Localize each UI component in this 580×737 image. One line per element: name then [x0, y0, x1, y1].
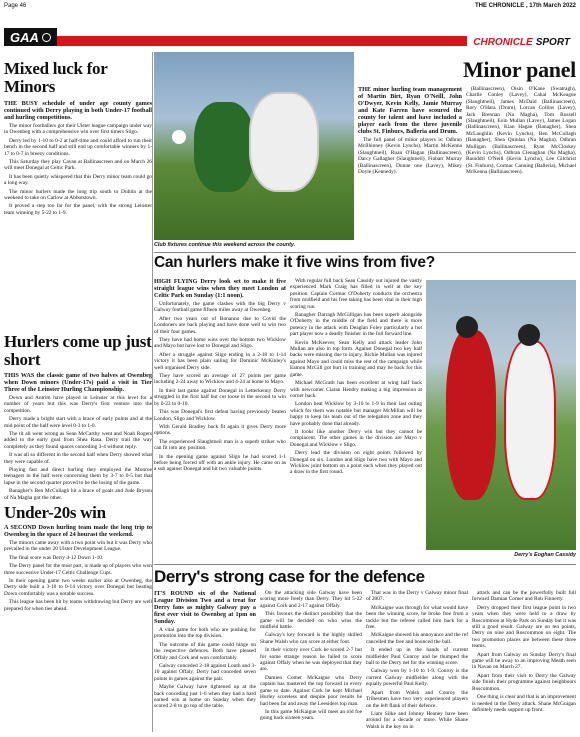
gaa-label: GAA	[10, 29, 39, 45]
section-label: CHRONICLE	[473, 36, 533, 48]
d-p1: The outcome of this game could hinge on the respective defences. Both have pleased Offaly and Cork and won comfortably.	[154, 641, 256, 661]
d-p4: On the attacking side Galway have been scoring more freely than Derry. They hit 5-22 against Cork and 2-17 against Offaly.	[260, 590, 362, 609]
ch-p2: They have had home wins over the bottom two Wicklow and Mayo but have lost to Donegal and Sligo.	[154, 337, 286, 350]
mixed-p1: Derry led by 1-10 to 0-2 at half-time and could afford to run their bench in the second half and still end up comfortable winners by 1-17 to 0-7 in breezy conditions.	[4, 137, 152, 157]
helmet-icon-2	[518, 324, 540, 346]
d-p15: Apart from Walsh and Conroy the Tribesmen have two very experienced players on the left flank of their defence.	[366, 689, 468, 709]
ball-icon	[172, 130, 186, 144]
d-p7: In their victory over Cork he scored 2-7 but for some strange reason he failed to score against Offaly when he was deployed that they are.	[260, 647, 362, 673]
section-sport-label: SPORT	[535, 36, 570, 48]
mixed-lead: THE BUSY schedule of under age county games continued with Derry playing in both Under-17 football and hurling competitions.	[4, 100, 152, 121]
derry-col1	[154, 590, 256, 733]
minor-article-col2	[466, 86, 576, 246]
hurling-caption: Derry's Eoghan Cassidy	[514, 552, 576, 558]
ch-p11: Banagher Darragh McGilligan has been superb alongside O'Doherty in the middle of the field and there is more potency in the attack with Deaglan Foley particularly a hot part player now a deadly finisher in the full forward line.	[290, 312, 422, 338]
canhurlers-lead: HIGH FLYING Derry look set to make it five straight league wins when they meet London at Celtic Park on Sunday (1:1 noon).	[154, 278, 286, 299]
minor-p0: The full panel of minor players is: Odhran McIlhinney (Kevin Lynchs), Martin McKenna (Slaughtneil), Ruan O'Hagan (Ballinascreen), Darcy Gallagher (Slaughtneil), Finbarr Murray (Ballinascreen), Dunne one (Lavey), Mikey Doyle (Kennedy).	[358, 137, 462, 176]
ch-p14: London beat Wicklow by 3-10 to 1-9 in their last outing which for them was notable but manager McMillan will be happy to keep his team out of the relegation zone and they have probably done that already.	[290, 401, 422, 427]
ch-p13: Michael McGrath has been excellent at wing half back with newcomer Ciaran Hendry making a big impression at corner back.	[290, 380, 422, 399]
d-p18: Derry dropped their first league point in two years when they were held to a draw by Roscommon at Hyde Park on Sunday but it was still a good result. Galway are on ten points, Derry on nine and Roscommon on eight. The two promotion places are between these three teams.	[472, 604, 576, 650]
canhurlers-col1	[154, 278, 286, 562]
helmet-icon	[456, 316, 478, 338]
u20-p2: The Derry panel for the most part, is made up of players who won three successive Under-17 Celtic Challenge Cups.	[4, 563, 152, 576]
d-p10: That was in the Derry v Galway minor final of 2007.	[366, 590, 468, 603]
mixed-p3: It has been quietly whispered that this Derry minor team could go a long way.	[4, 173, 152, 187]
minor-lead: THE minor hurling team management of Martin Birt, Ryan O'Neill, John O'Dwyer, Kevin Kelly, Jamie Murray and Kate Farren have scoured the county for talent and have included a player each from the three juvenile clubs St. Finburs, Balleria and Drum.	[358, 86, 462, 135]
ch-p0: Unfortunately, the game clashes with the big Derry v Galway football game fifteen miles away at Owenbeg.	[154, 301, 286, 314]
hurlers-lead: THIS WAS the classic game of two halves at Owenbeg when Down minors (Under-17s) paid a visit in Tier Three of the Leinster Hurling Championship.	[4, 372, 152, 393]
top-caption: Club fixtures continue this weekend across the county.	[154, 242, 296, 248]
canhurlers-col2	[290, 278, 422, 562]
ch-p4: They have scored an average of 27 points per game including 2-24 away to Wicklow and 4-24 at home to Mayo.	[154, 373, 286, 386]
ch-p6: This was Donegal's first defeat having previously beaten London, Sligo and Wicklow.	[154, 409, 286, 422]
hurlers-headline: Hurlers come up just short	[4, 332, 152, 369]
section-divider-1	[154, 252, 576, 253]
d-p16: Liam Silke and Johnny Heaney have been around for a decade or more. While Shane Walsh is the key on in	[366, 710, 468, 730]
ch-p5: In their last game against Donegal in Letterkenny Derry struggled in the first half but cut loose in the second to win by 0-23 to 0-10.	[154, 387, 286, 407]
d-p21: One thing is clear and that is an improvement is needed in the Derry attack. Shane McGuigan definitely needs support up front.	[472, 694, 576, 713]
d-p20: Apart from their visit to Derry the Galway side finish their programme against neighbours Roscommon.	[472, 672, 576, 692]
ch-p3: After a struggle against Sligo ending in a 2-18 to 1-14 victory it has been plain sailing for Dominic McKinley's well organised Derry side.	[154, 351, 286, 371]
football-icon	[42, 33, 51, 42]
mixed-p2: This Saturday they play Cavan at Ballinascreen and on March 26 will meet Donegal at Celtic Park.	[4, 159, 152, 172]
column-divider	[152, 52, 153, 732]
u20-p0: The minors came away with a two point win but it was Derry who prevailed in the under 20 Ulster Development League.	[4, 540, 152, 553]
player-red	[446, 330, 496, 500]
derry-col4	[472, 590, 576, 733]
hurlers-p2: The tit all went wrong as Sean McCarthy went and Noah Rogers added to the early goal from Shea Rasa. Derry trail the way completely as they found spaces conceding 3-4 without reply.	[4, 431, 152, 450]
ch-p9: In the opening game against Sligo he had scored 1-1 before being forced off with an ankle injury. He came on as a sub against Donegal and hit two valuable points.	[154, 453, 286, 473]
mixed-article	[4, 100, 152, 332]
d-p9: In this game McKaigue will meet an old foe going back sixteen years.	[260, 708, 362, 722]
u20-headline: Under-20s win	[4, 503, 106, 522]
ch-p15: It looks like another Derry win but they cannot be complacent. The other games in the division are Mayo v Donegal and Wicklow v Sligo.	[290, 428, 422, 448]
d-p2: Galway conceded 2-18 against Louth and 3-10 against Offaly. Derry had conceded seven points in games against the pair.	[154, 663, 256, 682]
derry-headline: Derry's strong case for the defence	[154, 567, 425, 586]
hurlers-article	[4, 372, 152, 500]
hurlers-p1: Derry made a bright start with a brace of early points and at the mid point of the half were level 0-3 to 1-0.	[4, 416, 152, 429]
player-green	[194, 102, 254, 192]
hurlers-p0: Down and Antrim have played in Leinster at this level for a number of years but this was Derry's first venture into the competition.	[4, 395, 152, 414]
top-photo	[154, 52, 354, 240]
mixed-p4: The minor hurlers made the long trip south to Dublin at the weekend to take on Carlow at Abbotstown.	[4, 188, 152, 202]
d-p6: Galway's key forward is the highly skilled Shane Walsh who can score at either foot.	[260, 632, 362, 645]
u20-lead: A SECOND Down hurling team made the long trip to Owenbeg in the space of 24 hourast the weekend.	[4, 524, 152, 538]
ch-p10: With regular full back Sean Cassidy out injured the vastly experienced Mark Craig has filled in well at the key position. Captain Cormac O'Doherty conducts the orchestra from midfield and his free taking has been vital in their high scoring run.	[290, 278, 422, 310]
minor-p1: (Ballinascreen), Oisin O'Kane (Swatragh), Charlie Conley (Lavey), Cahal McKeague (Slaughtneil), James McDaid (Ballinascreen), Rory O'Hara (Drum), Lorcan Collins (Lavey), Jack Brennan (Na Magha), Tom Russell (Slaughtneil), Eoin Mullan (Lavey), James Logan (Ballinascreen), Kian Hagan (Banagher), Shea McLaughlin (Kevin Lynchs), Ben McCullagh (Banagher), Shea Quinlan (Na Magha), Odhran Mulligan (Ballinascreen), Ryan McCloskey (Kevin Lynchs), Odhran Clenaghan (Na Magha), Rauiddri O'Neill (Kevin Lynchs), Lee Gilchrist (St. Finburs), Cormac Canning (Balleria), Michael McKenna (Ballinascreen).	[466, 86, 576, 176]
mixed-p0: The minor footballers got their Ulster league campaign under way in Owenbeg with a comprehensive win over first timers Sligo.	[4, 123, 152, 136]
mixed-headline: Mixed luck for Minors	[4, 59, 108, 96]
d-p14: Galway won by 1-10 to 1-9. Conroy is the current Galway midfielder along with the equally powerful Paul Kelly.	[366, 668, 468, 688]
masthead: THE CHRONICLE , 17th March 2022	[474, 3, 576, 9]
minor-headline: Minor panel	[462, 57, 576, 82]
d-p8: Damien Comer McKaigue who Derry captain has mastered the top forward in every game to date. Against Cork he kept Michael Hurley scoreless and despite poor results he had been far and away the Leesiders top man.	[260, 674, 362, 707]
ch-p8: The experienced Slaughtneil man is a superb striker who can fit into any position.	[154, 438, 286, 452]
d-p13: It ended up in the hands of current midfielder Paul Conroy and he thumped the ball to the Derry net for the winning score.	[366, 647, 468, 667]
chronicle-sport-logo	[467, 36, 576, 48]
minor-article-col1	[358, 86, 462, 246]
d-p0: A vital game for both who are pushing for promotion into the top division.	[154, 627, 256, 640]
mixed-p5: It proved a step too far for the panel, with the strong Leinster team winning by 5-22 to 1-9.	[4, 203, 152, 216]
hurlers-p3: It was all so different in the second half when Derry showed what they were capable of.	[4, 452, 152, 465]
hurlers-p5: Banagher's Ben McCullagh hit a brace of goals and Jude Bryson of Na Magha got the other.	[4, 488, 152, 500]
ch-p7: With Gerald Bradley back fit again it gives Derry more options.	[154, 423, 286, 437]
d-p19: Apart from Galway on Sunday Derry's final game will be away to an improving Meath seen in Navan on March 27.	[472, 651, 576, 671]
player-white-red	[504, 340, 556, 500]
hurling-photo	[426, 280, 576, 550]
ch-p16: Derry lead the division on eight points followed by Donegal on six. London and Sligo have two with Mayo and Wicklow joint bottom on a point each when they played out a draw in the first round.	[290, 450, 422, 476]
derry-lead: IT'S ROUND six of the National League Division Two and a treat for Derry fans as mighty Galway pay a first ever visit to Owenbeg at 1pm on Sunday.	[154, 590, 256, 625]
gaa-logo	[4, 28, 57, 46]
page-number: Page 46	[4, 3, 27, 9]
canhurlers-headline: Can hurlers make it five wins from five?	[154, 254, 435, 271]
u20-p1: The final score was Derry 4-12 Down 1-10.	[9, 554, 104, 561]
section-divider-2	[154, 564, 576, 565]
u20-article	[4, 524, 152, 732]
d-p5: This favours the distinct possibility that the game will be decided on who wins the midfield battle.	[260, 611, 362, 631]
ch-p1: After two years out of Bonanno due to Covid the Londoners are back playing and have done well to win two of their four games.	[154, 315, 286, 335]
hurlers-p4: Playing fast and direct hurling they employed the Monroe teenagers in the half were concerning them by 3-7 to 0-5 but that lapse in the second quarter proved to be the losing of the game.	[4, 467, 152, 486]
d-p17: attack and can be the powerfully built full forward Damian Comer and Rob Finnerty.	[472, 590, 576, 603]
ch-p12: Kevin McKeever, Sean Kelly and attack leader John Mullan are also in top form. Against Donegal two key half backs were missing due to injury. Richie Mullan was injured against Mayo and could miss the rest of the campaign while Eamon McGill got hurt in training and may be back for this game.	[290, 339, 422, 378]
d-p11: McKaigue was through for what would have been the winning score, he broke free from a tackle but the referee called him back for a free.	[366, 604, 468, 631]
d-p3: Maybe Galway have tightened up at the back conceding just 1-6 when they had a hard earned win at home on Sunday when they scored 2-8 to go top of the table.	[154, 684, 256, 710]
derry-col2	[260, 590, 362, 733]
derry-col3	[366, 590, 468, 733]
page-topline	[4, 0, 576, 12]
d-p12: McKaigue showed his annoyance and the ref cancelled the free and bounced the ball.	[366, 632, 468, 645]
u20-p3: In their opening game two weeks earlier also at Owenbeg, the Derry side built a 3-10 to 0-14 victory over Donegal but beating Down comfortably was a notable success.	[4, 578, 152, 597]
player-white	[249, 92, 319, 192]
u20-p4: This league has been hit by teams withdrawing but Derry are well prepared for when ties ahead.	[4, 599, 152, 612]
